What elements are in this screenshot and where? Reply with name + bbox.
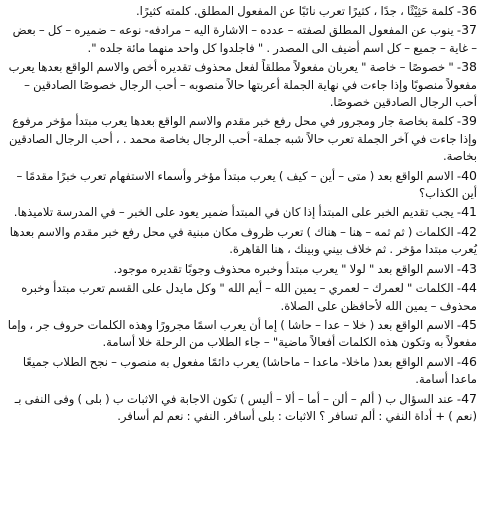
rule-number: 41 — [461, 204, 477, 220]
rule-item-42 — [4, 223, 477, 259]
rule-item-37 — [4, 21, 477, 57]
rule-text: - الاسم الواقع بعد ( خلا – عدا – حاشا ) إما أن يعرب اسمًا مجرورًا وهذه الكلمات حروف جر ، وإما مفعولاً به وتكون هذه الكلمات أفعالاً ماضية" – جاء الطلاب من الرحلة خلا أسامة. — [7, 317, 477, 350]
rule-text: - الاسم الواقع بعد( ماخلا- ماعدا – ماحاشا) يعرب دائمًا مفعول به منصوب – نجح الطلاب جميعًا ماعدا أسامة. — [22, 354, 477, 387]
rule-text: - الاسم الواقع بعد " لولا " يعرب مبتدأ وخبره محذوف وجوبًا تقديره موجود. — [113, 261, 462, 276]
rule-text: - " خصوصًا – خاصة " يعربان مفعولاً مطلقاً لفعل محذوف تقديره أخص والاسم الواقع بعدها يعرب مفعولاً منصوبًا وإذا جاءت في نهاية الجملة أعربتها حالاً منصوبه – أحب الرجال خصوصًا الصادقين – أحب الرجال الصادقين خصوصًا. — [8, 60, 477, 110]
rule-number: 44 — [461, 280, 477, 296]
rule-text: - الاسم الواقع بعد ( متى – أين – كيف ) يعرب مبتدأ مؤخر وأسماء الاستفهام تعرب خبرًا مقدمًا – أين الكذاب؟ — [16, 168, 477, 201]
rule-text: - عند السؤال ب ( ألم – ألن – أما – ألا – أليس ) تكون الاجابة في الاثبات ب ( بلى ) وفى النفى بـ (نعم ) + أداة النفي : ألم تسافر ؟ الاثبات : بلى أسافر. النفي : نعم لم أسافر. — [14, 391, 477, 423]
rule-item-44 — [4, 279, 477, 315]
rule-number: 47 — [461, 390, 477, 406]
rule-item-46 — [4, 353, 477, 389]
rule-text: - كلمة حَثِيْثًا ، جدًا ، كثيرًا تعرب نائبًا عن المفعول المطلق. كلمته كثيرًا. — [135, 4, 462, 18]
rule-number: 42 — [461, 223, 477, 239]
rule-number: 36 — [461, 3, 477, 18]
rule-number: 39 — [461, 113, 477, 129]
rule-item-38 — [4, 58, 477, 111]
rule-text: - الكلمات " لعمرك – لعمري – يمين الله – أيم الله " وكل مايدل على القسم تعرب مبتدأ وخبره محذوف – يمين الله لأحافظن على الصلاة. — [21, 281, 477, 313]
rule-number: 38 — [461, 59, 477, 75]
rule-text: - كلمة بخاصة جار ومجرور في محل رفع خبر مقدم والاسم الواقع بعدها يعرب مبتدأ مؤخر مرفوع وإذا جاءت في آخر الجملة تعرب حالاً شبه جملة- أحب الرجال بخاصة محمد . ، أحب الرجال الصادقين بخاصة. — [8, 114, 477, 164]
rule-item-45 — [4, 316, 477, 352]
rule-number: 43 — [461, 260, 477, 276]
rule-text: - الكلمات ( ثم ثمه – هنا – هناك ) تعرب ظروف مكان مبنية في محل رفع خبر مقدم والاسم بعدها يُعرب مبتدا مؤخر . ثم خلاف بيني وبينك ، هنا القاهرة. — [9, 224, 477, 257]
rule-number: 46 — [461, 353, 477, 369]
rule-text: - يجب تقديم الخبر على المبتدأ إذا كان في المبتدأ ضمير يعود على الخبر – في المدرسة تلاميذها. — [13, 205, 462, 220]
rule-text: - ينوب عن المفعول المطلق لصفته – عدده – الاشارة اليه – مرادفه- نوعه – ضميره – كل – بعض – غاية – جميع – كل اسم أضيف الى المصدر . " فاجلدوا كل واحد منهما مائة جلده ". — [12, 23, 477, 55]
rule-item-36 — [4, 2, 477, 20]
rule-item-47 — [4, 390, 477, 426]
rule-item-41 — [4, 203, 477, 221]
rule-number: 37 — [461, 22, 477, 38]
rule-item-39 — [4, 112, 477, 165]
rule-item-43 — [4, 260, 477, 278]
rule-number: 40 — [461, 167, 477, 183]
rule-number: 45 — [461, 316, 477, 332]
rule-item-40 — [4, 167, 477, 203]
